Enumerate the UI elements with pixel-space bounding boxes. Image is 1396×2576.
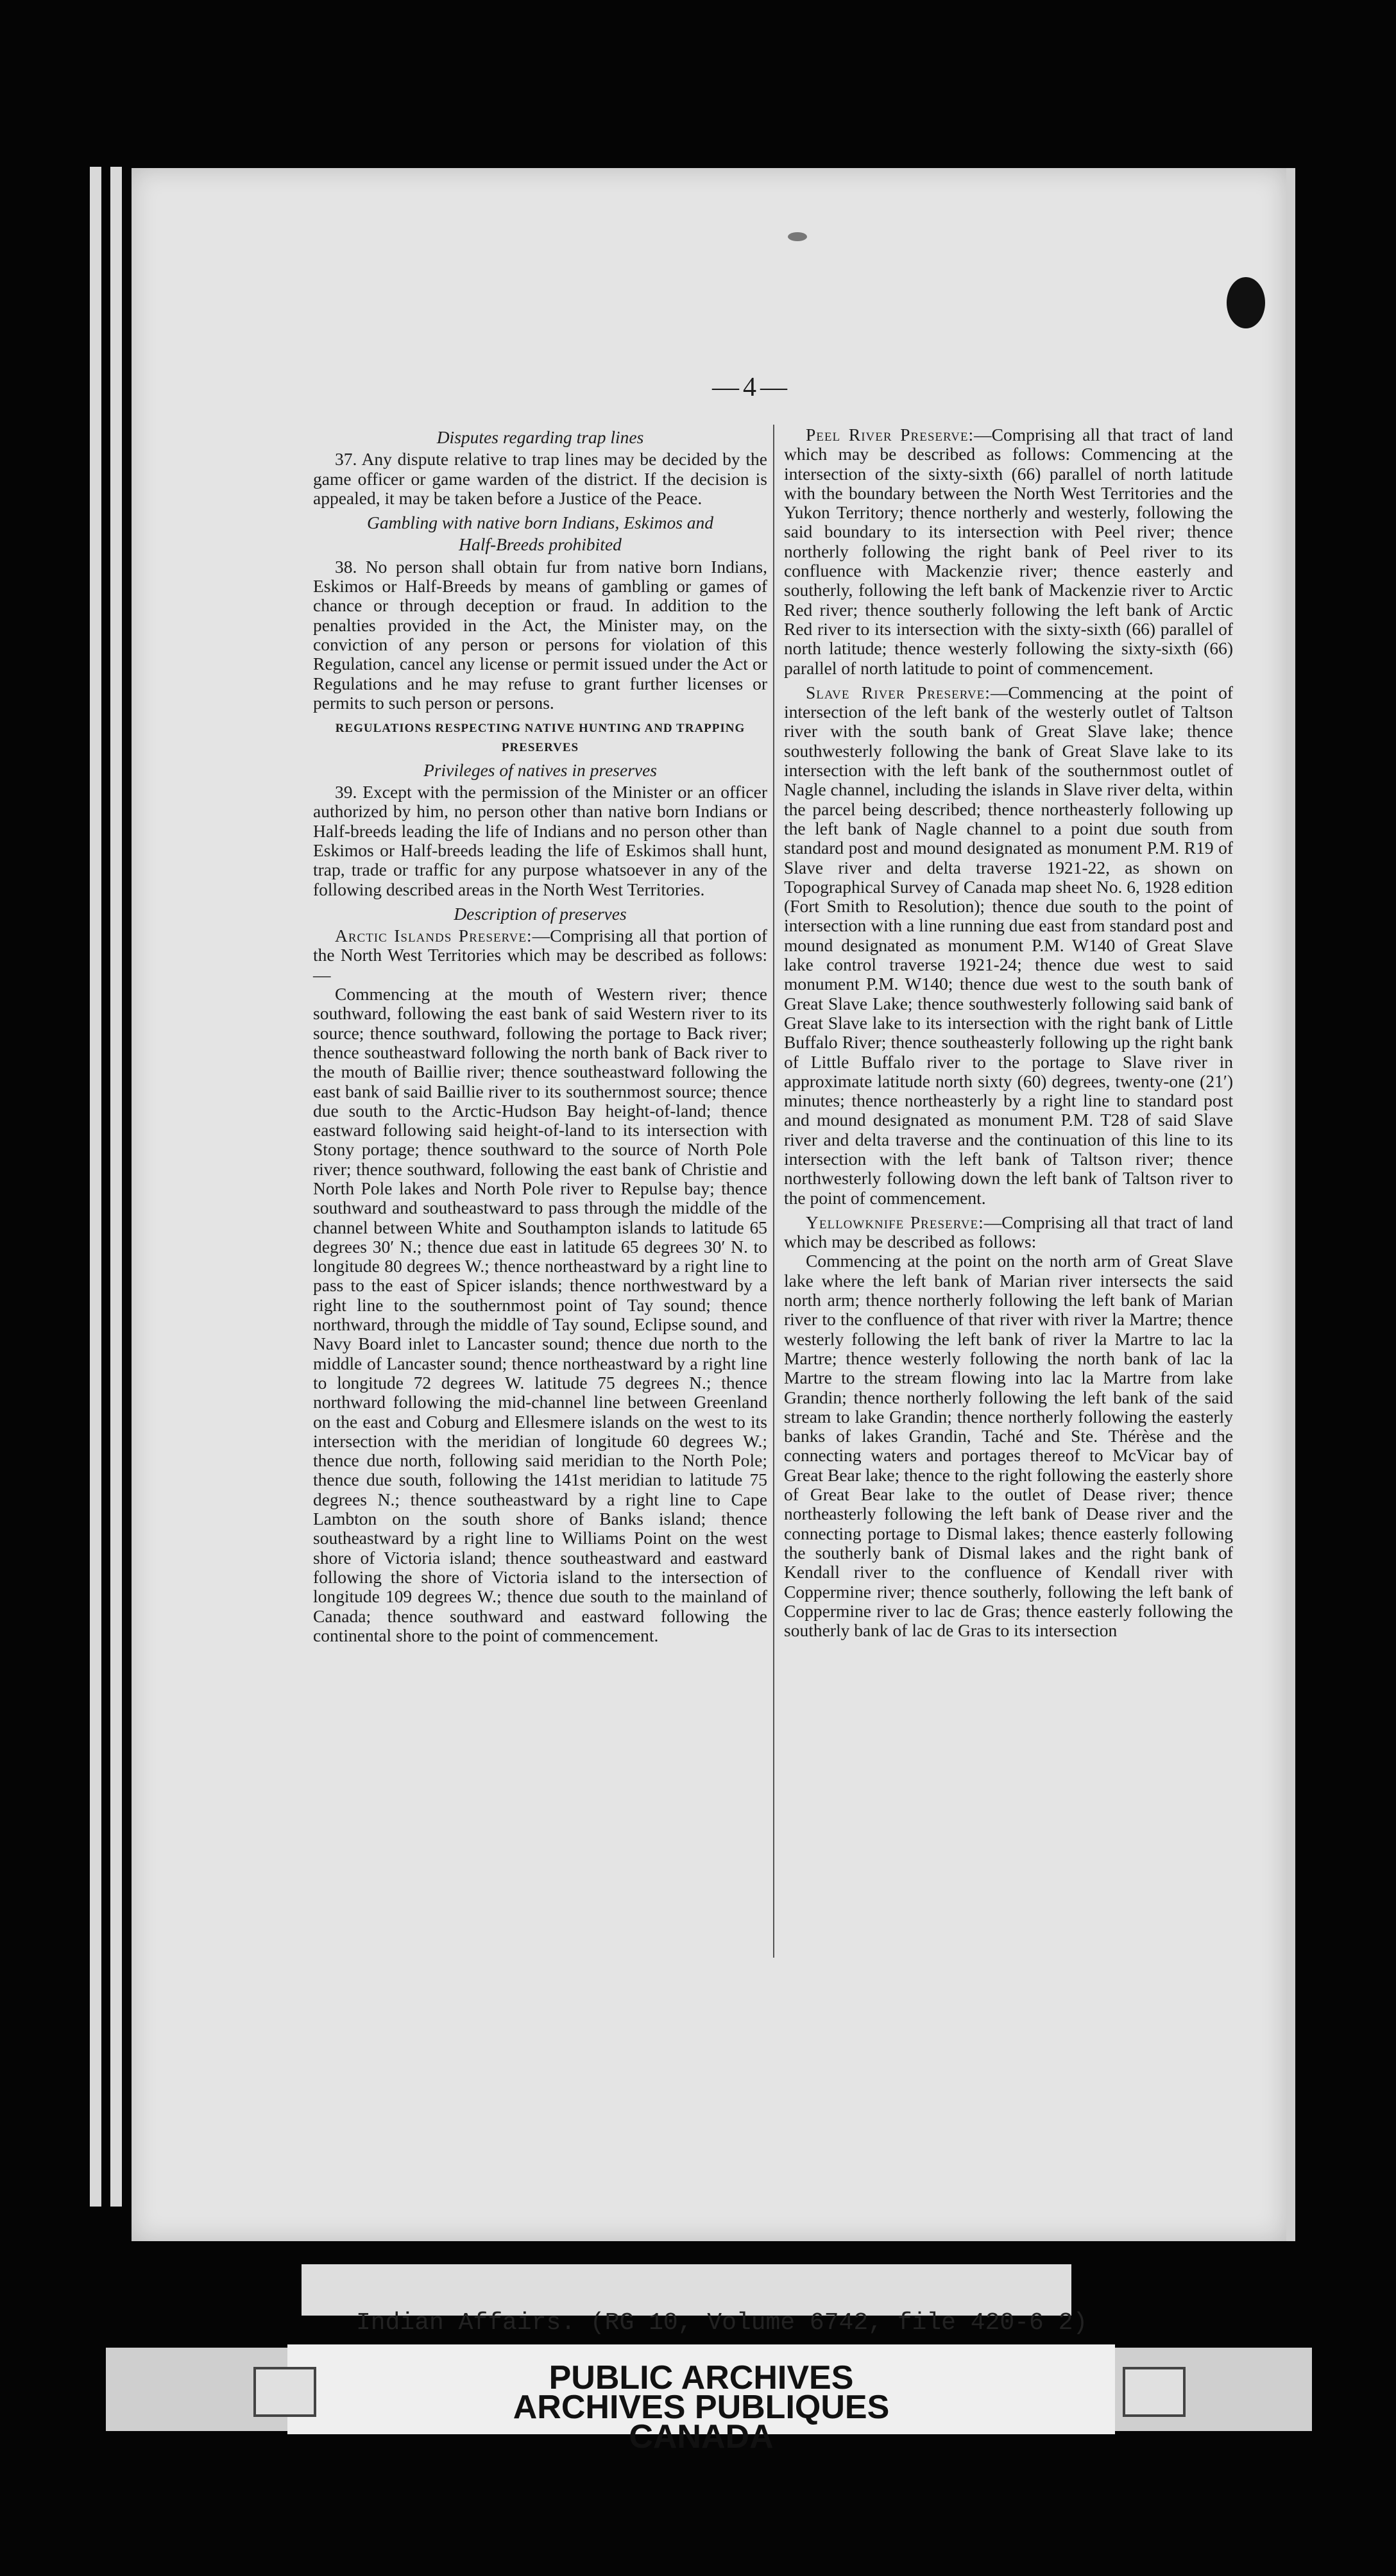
ink-smudge bbox=[788, 232, 807, 241]
page-number: —4— bbox=[712, 373, 791, 402]
paragraph-38: 38. No person shall obtain fur from native born Indians, Eskimos or Half-Breeds by means of gambling or games of chance or through deception or fraud. In addition to the penalties provided in the Act, the Minister may, on the conviction of any person or persons for violation of this Regulation, cancel any license or permit issued under the Act or Regulations and he may refuse to grant further licenses or permits to such person or persons. bbox=[313, 556, 767, 713]
preserve-intro-text: —Comprising all that portion of the North West Territories which may be described as follows:— bbox=[313, 926, 767, 985]
arctic-preserve-description: Commencing at the mouth of Western river; thence southward, following the east bank of said Western river to its source; thence southward, following the portage to Back river; thence southeastward following the north bank of Back river to the mouth of Baillie river; thence southeastward following the east bank of said Baillie river to its southernmost source; thence due south to the Arctic-Hudson Bay height-of-land; thence eastward following said height-of-land to its intersection with Stony portage; thence southward to the source of North Pole river; thence southward, following the east bank of Christie and North Pole lakes and North Pole river to Repulse bay; thence southward and southeastward to pass through the middle of the channel between White and Southampton islands to latitude 65 degrees 30′ N.; thence due east in latitude 65 degrees 30′ N. to longitude 80 degrees W.; thence northeastward by a right line to pass to the east of Spicer islands; thence northwestward by a right line to the southernmost point of Tay sound; thence northward, through the middle of Tay sound, Eclipse sound, and Navy Board inlet to Lancaster sound; thence due north to the middle of Lancaster sound; thence northeastward by a right line to longitude 72 degrees W. latitude 75 degrees N.; thence northward following the mid-channel line between Greenland on the east and Coburg and Ellesmere islands on the west to its intersection with the meridian of longitude 60 degrees W.; thence due north, following said meridian to the North Pole; thence due south, following the 141st meridian to latitude 75 degrees N.; thence southeastward by a right line to Cape Lambton on the south shore of Banks island; thence southeastward by a right line to Williams Point on the west shore of Victoria island; thence southeastward and eastward following the shore of Victoria island to the intersection of longitude 109 degrees W.; thence due south to the mainland of Canada; thence southward and eastward following the continental shore to the point of commencement. bbox=[313, 984, 767, 1645]
slave-river-preserve bbox=[784, 683, 1233, 1208]
page-edge-stripe bbox=[110, 167, 122, 2207]
left-column bbox=[313, 425, 767, 1645]
right-column bbox=[784, 425, 1233, 1640]
section-heading: Disputes regarding trap lines bbox=[436, 427, 644, 447]
paragraph-37: 37. Any dispute relative to trap lines may be decided by the game officer or game warden of the district. If the decision is appealed, it may be taken before a Justice of the Peace. bbox=[313, 449, 767, 508]
preserve-description: —Commencing at the point of intersection of the left bank of the westerly outlet of Taltson river with the south bank of Great Slave lake; thence southwesterly following the bank of Great Slave lake to its intersection with the left bank of the southernmost outlet of Nagle channel, including the islands in Slave river delta, within the parcel being described; thence northeasterly following up the left bank of Nagle channel to a point due south from standard post and mound designated as monument P.M. R19 of Slave river and delta traverse 1921-22, as shown on Topographical Survey of Canada map sheet No. 6, 1928 edition (Fort Smith to Resolution); thence due south to the point of intersection with a line running due east from standard post and mound designated as monument P.M. W140 of Great Slave lake control traverse 1921-24; thence due west to said monument P.M. W140; thence due west to the south bank of Great Slave Lake; thence southwesterly following said bank of Great Slave lake to its intersection with the right bank of Little Buffalo River; thence southeasterly following up the right bank of Little Buffalo river to the portage to Slave river in approximate latitude north sixty (60) degrees, twenty-one (21′) minutes; thence northeasterly by a right line to standard post and mound designated as monument P.M. T28 of said Slave river and delta traverse and the continuation of this line to its intersection with the left bank of Taltson river; thence northwesterly following down the left bank of Taltson river to the point of commencement. bbox=[784, 682, 1233, 1208]
section-heading: Description of preserves bbox=[454, 903, 627, 924]
paragraph-39: 39. Except with the permission of the Minister or an officer authorized by him, no person other than native born Indians or Half-breeds leading the life of Indians and no person other than Eskimos or Half-breeds leading the life of Eskimos shall hunt, trap, trade or traffic for any purpose whatsoever in any of the following described areas in the North West Territories. bbox=[313, 782, 767, 899]
archive-reference-label: Indian Affairs. (RG 10, Volume 6742, file 420-6 2) bbox=[356, 2309, 1088, 2337]
section-heading: Gambling with native born Indians, Eskimos and bbox=[366, 513, 714, 533]
page-edge-stripe bbox=[90, 167, 101, 2207]
yellowknife-preserve-intro bbox=[784, 1213, 1233, 1252]
section-heading: Privileges of natives in preserves bbox=[423, 759, 658, 780]
peel-river-preserve bbox=[784, 425, 1233, 678]
regulations-heading: REGULATIONS RESPECTING NATIVE HUNTING AND TRAPPING PRESERVES bbox=[335, 722, 745, 755]
section-heading: Half-Breeds prohibited bbox=[459, 534, 622, 555]
stamp-line-1: PUBLIC ARCHIVES bbox=[549, 2359, 854, 2396]
preserve-name: Slave River Preserve: bbox=[806, 682, 991, 702]
archive-label-box bbox=[302, 2264, 1071, 2316]
stamp-line-3: CANADA bbox=[629, 2418, 774, 2455]
ink-blot bbox=[1227, 277, 1265, 328]
preserve-name: Peel River Preserve: bbox=[806, 425, 975, 445]
film-clip-right bbox=[1123, 2367, 1186, 2417]
preserve-description: —Comprising all that tract of land which may be described as follows: Commencing at the intersection of the sixty-sixth (66) parallel of north latitude with the boundary between the North West Territories and the Yukon Territory; thence northerly and westerly, following the said boundary to its intersection with Peel river; thence northerly following the right bank of Peel river to its confluence with Mackenzie river; thence easterly and southerly, following the left bank of Mackenzie river to Arctic Red river; thence southerly following the left bank of Arctic Red river to its intersection with the sixty-sixth (66) parallel of north latitude; thence westerly following the sixty-sixth (66) parallel of north latitude to point of commencement. bbox=[784, 425, 1233, 678]
arctic-preserve-intro bbox=[313, 926, 767, 985]
preserve-name: Yellowknife Preserve: bbox=[806, 1212, 984, 1232]
stamp-line-2: ARCHIVES PUBLIQUES bbox=[513, 2389, 890, 2426]
yellowknife-preserve-description: Commencing at the point on the north arm of Great Slave lake where the left bank of Marian river intersects the said north arm; thence northerly following the left bank of Marian river to the confluence of that river with river la Martre; thence westerly following the left bank of river la Martre to lac la Martre; thence westerly following the north bank of lac la Martre to the stream flowing into lac la Martre from lake Grandin; thence northerly following the left bank of the said stream to lake Grandin; thence northerly following the easterly banks of lakes Grandin, Taché and Ste. Thérèse and the connecting waters and portages thereof to McVicar bay of Great Bear lake; thence to the right following the easterly shore of Great Bear lake to the outlet of Dease river; thence northeasterly following the left bank of Dease river and the connecting portage to Dismal lakes; thence easterly following the southerly bank of Dismal lakes and the right bank of Kendall river to the confluence of Kendall river with Coppermine river; thence southerly, following the left bank of Coppermine river to lac de Gras; thence easterly following the southerly bank of lac de Gras to its intersection bbox=[784, 1251, 1233, 1641]
column-divider bbox=[773, 425, 774, 1958]
preserve-intro-text: —Comprising all that tract of land which may be described as follows: bbox=[784, 1212, 1233, 1252]
preserve-name: Arctic Islands Preserve: bbox=[335, 926, 532, 946]
